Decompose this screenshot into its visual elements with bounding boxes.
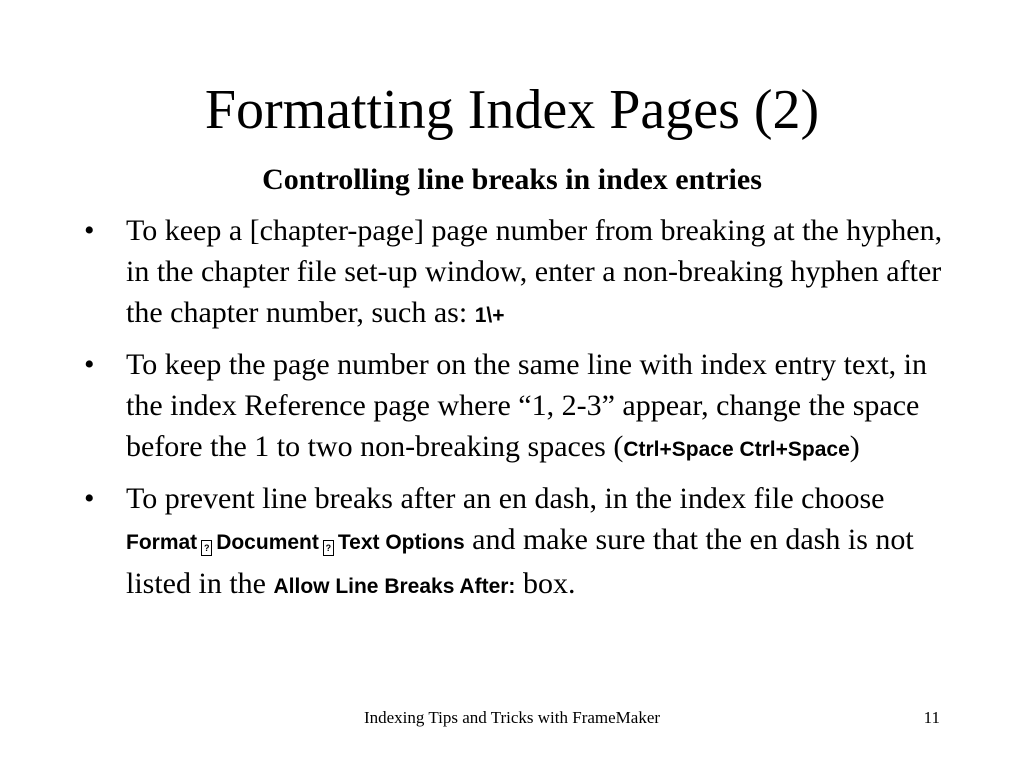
bullet-text-end: box. bbox=[515, 567, 576, 600]
page-number: 11 bbox=[923, 708, 940, 727]
missing-glyph-icon: ? bbox=[201, 540, 212, 556]
menu-text-options: Text Options bbox=[337, 531, 465, 554]
bullet-marker: • bbox=[84, 348, 95, 381]
bullet-text: To prevent line breaks after an en dash, in the index file choose bbox=[126, 482, 885, 515]
bullet-text-end: ) bbox=[849, 430, 860, 463]
bullet-marker: • bbox=[84, 482, 95, 515]
slide-title: Formatting Index Pages (2) bbox=[204, 79, 820, 141]
code-snippet: 1\+ bbox=[474, 304, 505, 327]
code-snippet: Allow Line Breaks After: bbox=[273, 575, 516, 598]
bullet-item bbox=[84, 344, 954, 470]
bullet-marker: • bbox=[84, 214, 95, 247]
footer-title: Indexing Tips and Tricks with FrameMaker bbox=[363, 708, 661, 727]
bullet-item bbox=[84, 210, 954, 336]
slide-subtitle: Controlling line breaks in index entries bbox=[262, 163, 762, 196]
bullet-text: To keep the page number on the same line with index entry text, in the index Reference page where “1, 2-3” appear, change the space before the 1 to two non-breaking spaces ( bbox=[126, 348, 928, 463]
menu-format: Format bbox=[126, 531, 198, 554]
bullet-item bbox=[84, 478, 954, 607]
bullet-text: To keep a [chapter-page] page number from breaking at the hyphen, in the chapter file set-up window, enter a non-breaking hyphen after the chapter number, such as: bbox=[126, 214, 943, 329]
bullet-list bbox=[84, 210, 954, 615]
code-snippet: Ctrl+Space Ctrl+Space bbox=[623, 438, 850, 461]
menu-document: Document bbox=[216, 531, 319, 554]
missing-glyph-icon: ? bbox=[323, 540, 334, 556]
bullet-text-middle: and make sure that the en dash is not listed in the bbox=[126, 523, 914, 600]
